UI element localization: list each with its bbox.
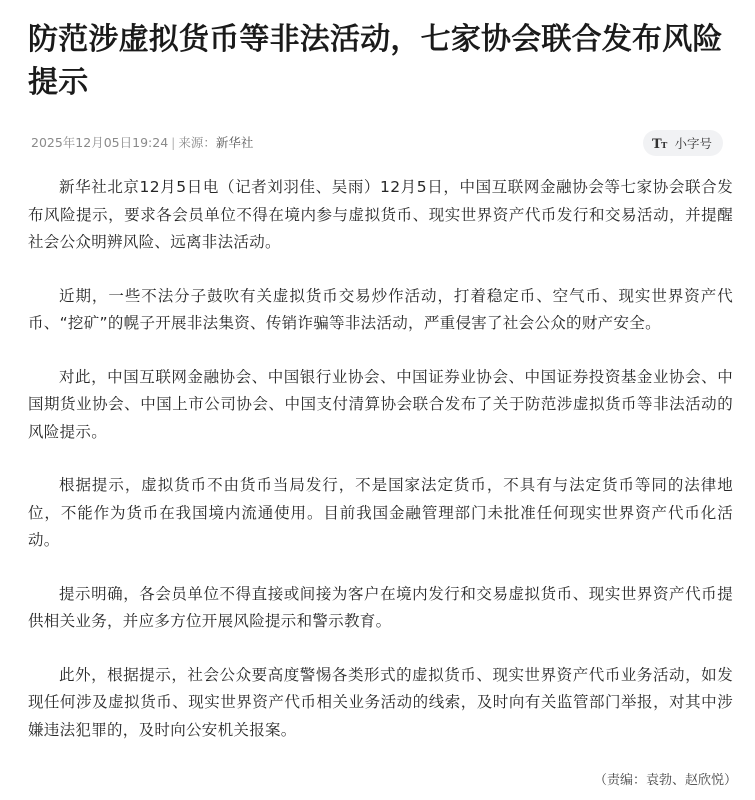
article-paragraph: 此外，根据提示，社会公众要高度警惕各类形式的虚拟货币、现实世界资产代币业务活动，如发现任何涉及虚拟货币、现实世界资产代币相关业务活动的线索，及时向有关监管部门举报，对其中涉嫌违法犯罪的，及时向公安机关报案。: [28, 665, 733, 739]
editor-credit: （责编：袁勃、赵欣悦）: [593, 773, 737, 788]
article-paragraph: 新华社北京12月5日电（记者刘羽佳、吴雨）12月5日，中国互联网金融协会等七家协会联合发布风险提示，要求各会员单位不得在境内参与虚拟货币、现实世界资产代币发行和交易活动，并提醒社会公众明辨风险、远离非法活动。: [28, 178, 733, 251]
font-size-toggle-label: 小字号: [674, 136, 712, 151]
article-meta: [31, 134, 253, 152]
article-paragraph: 对此，中国互联网金融协会、中国银行业协会、中国证券业协会、中国证券投资基金业协会、中国期货业协会、中国上市公司协会、中国支付清算协会联合发布了关于防范涉虚拟货币等非法活动的风险提示。: [28, 367, 733, 441]
font-size-toggle-button[interactable]: [643, 130, 723, 156]
meta-separator: |: [171, 135, 176, 150]
article-body: [28, 174, 733, 744]
text-size-icon: [652, 136, 670, 150]
svg-text:T: T: [652, 137, 663, 150]
article-paragraph: 根据提示，虚拟货币不由货币当局发行，不是国家法定货币，不具有与法定货币等同的法律地位，不能作为货币在我国境内流通使用。目前我国金融管理部门未批准任何现实世界资产代币化活动。: [28, 476, 733, 549]
article-paragraph: 近期，一些不法分子鼓吹有关虚拟货币交易炒作活动，打着稳定币、空气币、现实世界资产代币、“挖矿”的幌子开展非法集资、传销诈骗等非法活动，严重侵害了社会公众的财产安全。: [28, 286, 733, 332]
svg-text:T: T: [661, 141, 668, 150]
publish-datetime: 2025年12月05日19:24: [31, 135, 169, 150]
article-meta-row: [28, 130, 733, 160]
source-name: 新华社: [215, 135, 254, 150]
article-title: 防范涉虚拟货币等非法活动，七家协会联合发布风险提示: [28, 22, 723, 100]
article-paragraph: 提示明确，各会员单位不得直接或间接为客户在境内发行和交易虚拟货币、现实世界资产代币提供相关业务，并应多方位开展风险提示和警示教育。: [28, 584, 733, 630]
source-label: 来源：: [178, 135, 216, 150]
